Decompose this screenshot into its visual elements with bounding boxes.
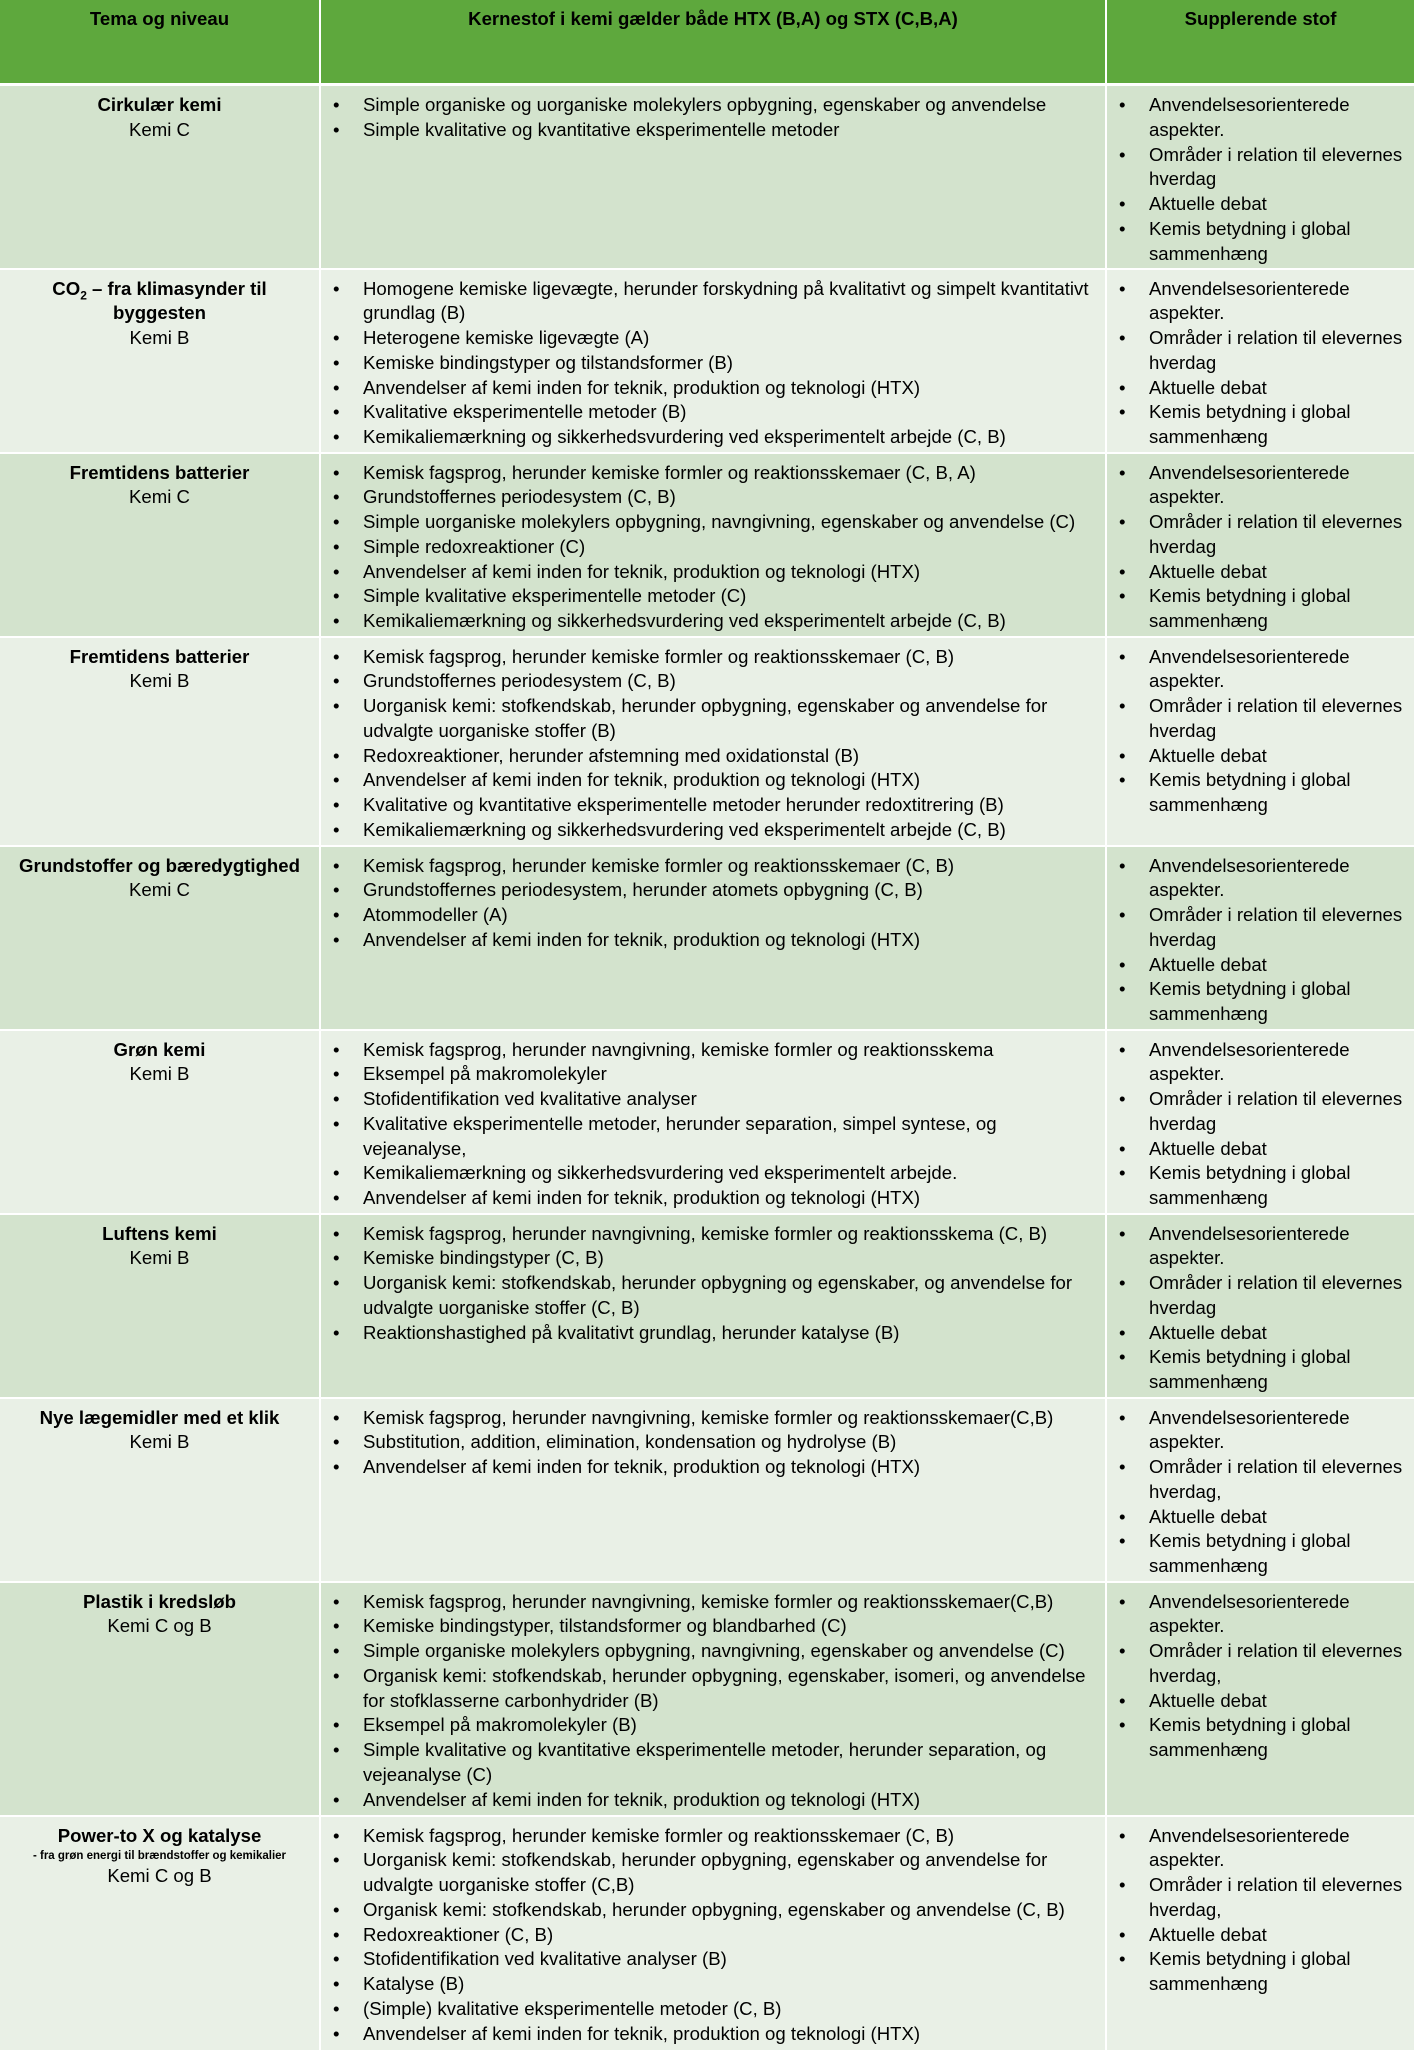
tema-level: Kemi B [129, 327, 190, 349]
tema-level: Kemi B [129, 1063, 190, 1085]
core-item: • (Simple) kvalitative eksperimentelle metoder (C, B) [329, 1997, 1097, 2022]
tema-subtitle: - fra grøn energi til brændstoffer og kemikalier [32, 1850, 287, 1863]
table-row [0, 1398, 1415, 1582]
tema-level: Kemi C [129, 486, 190, 508]
tema-title: Plastik i kredsløb [83, 1590, 236, 1612]
supp-item: • Områder i relation til elevernes hverdag, [1115, 1455, 1406, 1505]
core-item: • Anvendelser af kemi inden for teknik, produktion og teknologi (HTX) [329, 2022, 1097, 2047]
supp-item: • Områder i relation til elevernes hverdag, [1115, 1639, 1406, 1689]
supp-item: • Kemis betydning i global sammenhæng [1115, 217, 1406, 267]
core-item: • Eksempel på makromolekyler [329, 1062, 1097, 1087]
core-cell [320, 637, 1106, 846]
supp-cell [1106, 1214, 1415, 1398]
supp-item: • Anvendelsesorienterede aspekter. [1115, 1824, 1406, 1874]
supp-item: • Aktuelle debat [1115, 1689, 1406, 1714]
tema-cell [0, 1582, 320, 1816]
supp-item: • Anvendelsesorienterede aspekter. [1115, 1222, 1406, 1272]
core-item: • Kemisk fagsprog, herunder navngivning, kemiske formler og reaktionsskemaer(C,B) [329, 1406, 1097, 1431]
tema-cell [0, 1816, 320, 2050]
tema-level: Kemi C og B [107, 1615, 212, 1637]
tema-title: Luftens kemi [102, 1222, 217, 1244]
table-row [0, 637, 1415, 846]
table-row [0, 453, 1415, 637]
supp-cell [1106, 846, 1415, 1030]
table-row [0, 1816, 1415, 2050]
supp-item: • Anvendelsesorienterede aspekter. [1115, 277, 1406, 327]
supp-cell [1106, 1030, 1415, 1214]
tema-level: Kemi C [129, 118, 190, 140]
core-item: • Kvalitative eksperimentelle metoder, herunder separation, simpel syntese, og vejeanalyse, [329, 1112, 1097, 1162]
supp-cell [1106, 85, 1415, 269]
core-item: • Anvendelser af kemi inden for teknik, produktion og teknologi (HTX) [329, 1788, 1097, 1813]
core-item: • Kemisk fagsprog, herunder kemiske formler og reaktionsskemaer (C, B) [329, 645, 1097, 670]
tema-title-post: – fra klimasynder til byggesten [86, 277, 267, 324]
core-item: • Kemiske bindingstyper (C, B) [329, 1246, 1097, 1271]
core-item: • Uorganisk kemi: stofkendskab, herunder opbygning, egenskaber og anvendelse for udvalgte uorganiske stoffer (B) [329, 694, 1097, 744]
tema-cell [0, 637, 320, 846]
core-item: • Kemisk fagsprog, herunder kemiske formler og reaktionsskemaer (C, B) [329, 1824, 1097, 1849]
core-cell [320, 1582, 1106, 1816]
core-item: • Simple redoxreaktioner (C) [329, 535, 1097, 560]
tema-level: Kemi C og B [107, 1865, 212, 1887]
tema-title: Power-to X og katalyse [57, 1824, 262, 1846]
supp-item: • Kemis betydning i global sammenhæng [1115, 1161, 1406, 1211]
core-item: • Kemisk fagsprog, herunder navngivning, kemiske formler og reaktionsskema (C, B) [329, 1222, 1097, 1247]
core-cell [320, 85, 1106, 269]
supp-item: • Aktuelle debat [1115, 1137, 1406, 1162]
supp-item: • Kemis betydning i global sammenhæng [1115, 400, 1406, 450]
core-item: • Katalyse (B) [329, 1972, 1097, 1997]
core-item: • Stofidentifikation ved kvalitative analyser (B) [329, 1947, 1097, 1972]
table-row [0, 1582, 1415, 1816]
supp-item: • Områder i relation til elevernes hverdag [1115, 326, 1406, 376]
supp-item: • Områder i relation til elevernes hverdag [1115, 510, 1406, 560]
supp-item: • Områder i relation til elevernes hverdag, [1115, 1873, 1406, 1923]
core-item: • Simple kvalitative eksperimentelle metoder (C) [329, 584, 1097, 609]
supp-item: • Anvendelsesorienterede aspekter. [1115, 461, 1406, 511]
core-item: • Kemiske bindingstyper, tilstandsformer og blandbarhed (C) [329, 1614, 1097, 1639]
tema-cell [0, 1398, 320, 1582]
core-item: • Kemisk fagsprog, herunder kemiske formler og reaktionsskemaer (C, B) [329, 854, 1097, 879]
core-item: • Anvendelser af kemi inden for teknik, produktion og teknologi (HTX) [329, 768, 1097, 793]
tema-level: Kemi B [129, 1247, 190, 1269]
tema-title-pre: CO [52, 277, 81, 299]
supp-cell [1106, 269, 1415, 453]
supp-item: • Anvendelsesorienterede aspekter. [1115, 854, 1406, 904]
supp-item: • Kemis betydning i global sammenhæng [1115, 768, 1406, 818]
supp-cell [1106, 637, 1415, 846]
supp-item: • Aktuelle debat [1115, 1321, 1406, 1346]
tema-level: Kemi B [129, 1431, 190, 1453]
tema-cell [0, 1030, 320, 1214]
tema-title: Cirkulær kemi [97, 94, 222, 115]
table-row [0, 1030, 1415, 1214]
supp-item: • Områder i relation til elevernes hverdag [1115, 903, 1406, 953]
core-item: • Uorganisk kemi: stofkendskab, herunder opbygning, egenskaber og anvendelse for udvalgte uorganiske stoffer (C,B) [329, 1848, 1097, 1898]
supp-item: • Anvendelsesorienterede aspekter. [1115, 645, 1406, 695]
supp-item: • Anvendelsesorienterede aspekter. [1115, 93, 1406, 143]
tema-level: Kemi C [129, 879, 190, 901]
tema-title [8, 277, 311, 327]
supp-item: • Anvendelsesorienterede aspekter. [1115, 1038, 1406, 1088]
tema-title-subscript: 2 [80, 288, 87, 303]
tema-cell [0, 269, 320, 453]
core-cell [320, 1816, 1106, 2050]
tema-title: Grøn kemi [113, 1038, 206, 1060]
supp-item: • Kemis betydning i global sammenhæng [1115, 1345, 1406, 1395]
core-item: • Simple kvalitative og kvantitative eksperimentelle metoder [329, 118, 1097, 143]
supp-item: • Aktuelle debat [1115, 560, 1406, 585]
core-item: • Atommodeller (A) [329, 903, 1097, 928]
core-item: • Grundstoffernes periodesystem (C, B) [329, 485, 1097, 510]
supp-item: • Kemis betydning i global sammenhæng [1115, 1529, 1406, 1579]
supp-item: • Kemis betydning i global sammenhæng [1115, 584, 1406, 634]
core-item: • Anvendelser af kemi inden for teknik, produktion og teknologi (HTX) [329, 1455, 1097, 1480]
tema-title: Fremtidens batterier [69, 461, 250, 483]
supp-cell [1106, 1816, 1415, 2050]
core-item: • Kemisk fagsprog, herunder kemiske formler og reaktionsskemaer (C, B, A) [329, 461, 1097, 486]
core-cell [320, 1030, 1106, 1214]
core-item: • Simple organiske molekylers opbygning, navngivning, egenskaber og anvendelse (C) [329, 1639, 1097, 1664]
header-kernestof: Kernestof i kemi gælder både HTX (B,A) og STX (C,B,A) [320, 0, 1106, 85]
tema-cell [0, 85, 320, 269]
table-row [0, 846, 1415, 1030]
supp-cell [1106, 1398, 1415, 1582]
core-item: • Stofidentifikation ved kvalitative analyser [329, 1087, 1097, 1112]
core-item: • Kemikaliemærkning og sikkerhedsvurdering ved eksperimentelt arbejde. [329, 1161, 1097, 1186]
supp-item: • Anvendelsesorienterede aspekter. [1115, 1406, 1406, 1456]
supp-item: • Kemis betydning i global sammenhæng [1115, 1947, 1406, 1997]
tema-cell [0, 453, 320, 637]
supp-item: • Aktuelle debat [1115, 744, 1406, 769]
core-item: • Anvendelser af kemi inden for teknik, produktion og teknologi (HTX) [329, 928, 1097, 953]
core-item: • Reaktionshastighed på kvalitativt grundlag, herunder katalyse (B) [329, 1321, 1097, 1346]
supp-item: • Aktuelle debat [1115, 1505, 1406, 1530]
core-item: • Substitution, addition, elimination, kondensation og hydrolyse (B) [329, 1430, 1097, 1455]
supp-item: • Områder i relation til elevernes hverdag [1115, 143, 1406, 193]
core-item: • Anvendelser af kemi inden for teknik, produktion og teknologi (HTX) [329, 1186, 1097, 1211]
core-item: • Anvendelser af kemi inden for teknik, produktion og teknologi (HTX) [329, 560, 1097, 585]
core-item: • Redoxreaktioner (C, B) [329, 1923, 1097, 1948]
core-cell [320, 453, 1106, 637]
supp-item: • Anvendelsesorienterede aspekter. [1115, 1590, 1406, 1640]
core-cell [320, 1214, 1106, 1398]
header-row [0, 0, 1415, 85]
header-supplerende: Supplerende stof [1106, 0, 1415, 85]
table-row [0, 85, 1415, 269]
core-item: • Simple kvalitative og kvantitative eksperimentelle metoder, herunder separation, og vejeanalyse (C) [329, 1738, 1097, 1788]
core-item: • Simple uorganiske molekylers opbygning, navngivning, egenskaber og anvendelse (C) [329, 510, 1097, 535]
core-item: • Kemiske bindingstyper og tilstandsformer (B) [329, 351, 1097, 376]
core-item: • Grundstoffernes periodesystem, herunder atomets opbygning (C, B) [329, 878, 1097, 903]
core-item: • Redoxreaktioner, herunder afstemning med oxidationstal (B) [329, 744, 1097, 769]
core-item: • Kvalitative eksperimentelle metoder (B) [329, 400, 1097, 425]
supp-item: • Områder i relation til elevernes hverdag [1115, 1271, 1406, 1321]
core-item: • Kemikaliemærkning og sikkerhedsvurdering ved eksperimentelt arbejde (C, B) [329, 818, 1097, 843]
supp-cell [1106, 453, 1415, 637]
tema-cell [0, 846, 320, 1030]
core-cell [320, 846, 1106, 1030]
core-item: • Eksempel på makromolekyler (B) [329, 1713, 1097, 1738]
core-item: • Kemikaliemærkning og sikkerhedsvurdering ved eksperimentelt arbejde (C, B) [329, 609, 1097, 634]
core-item: • Kvalitative og kvantitative eksperimentelle metoder herunder redoxtitrering (B) [329, 793, 1097, 818]
tema-cell [0, 1214, 320, 1398]
core-item: • Kemikaliemærkning og sikkerhedsvurdering ved eksperimentelt arbejde (C, B) [329, 425, 1097, 450]
supp-item: • Områder i relation til elevernes hverdag [1115, 1087, 1406, 1137]
core-item: • Grundstoffernes periodesystem (C, B) [329, 669, 1097, 694]
supp-item: • Kemis betydning i global sammenhæng [1115, 977, 1406, 1027]
table-row [0, 1214, 1415, 1398]
core-item: • Organisk kemi: stofkendskab, herunder opbygning, egenskaber, isomeri, og anvendelse for stofklasserne carbonhydrider (B) [329, 1664, 1097, 1714]
core-item: • Kemisk fagsprog, herunder navngivning, kemiske formler og reaktionsskemaer(C,B) [329, 1590, 1097, 1615]
core-item: • Kemisk fagsprog, herunder navngivning, kemiske formler og reaktionsskema [329, 1038, 1097, 1063]
table-row [0, 269, 1415, 453]
tema-title: Grundstoffer og bæredygtighed [19, 854, 300, 876]
header-tema: Tema og niveau [0, 0, 320, 85]
core-item: • Uorganisk kemi: stofkendskab, herunder opbygning og egenskaber, og anvendelse for udvalgte uorganiske stoffer (C, B) [329, 1271, 1097, 1321]
supp-item: • Aktuelle debat [1115, 376, 1406, 401]
supp-item: • Aktuelle debat [1115, 1923, 1406, 1948]
supp-item: • Aktuelle debat [1115, 953, 1406, 978]
tema-level: Kemi B [129, 670, 190, 692]
core-item: • Homogene kemiske ligevægte, herunder forskydning på kvalitativt og simpelt kvantitativt grundlag (B) [329, 277, 1097, 327]
core-item: • Anvendelser af kemi inden for teknik, produktion og teknologi (HTX) [329, 376, 1097, 401]
core-item: • Simple organiske og uorganiske molekylers opbygning, egenskaber og anvendelse [329, 93, 1097, 118]
core-item: • Organisk kemi: stofkendskab, herunder opbygning, egenskaber og anvendelse (C, B) [329, 1898, 1097, 1923]
supp-cell [1106, 1582, 1415, 1816]
core-item: • Heterogene kemiske ligevægte (A) [329, 326, 1097, 351]
supp-item: • Aktuelle debat [1115, 192, 1406, 217]
core-cell [320, 1398, 1106, 1582]
supp-item: • Områder i relation til elevernes hverdag [1115, 694, 1406, 744]
supp-item: • Kemis betydning i global sammenhæng [1115, 1713, 1406, 1763]
tema-title: Fremtidens batterier [69, 645, 250, 667]
tema-title: Nye lægemidler med et klik [39, 1406, 280, 1428]
core-cell [320, 269, 1106, 453]
